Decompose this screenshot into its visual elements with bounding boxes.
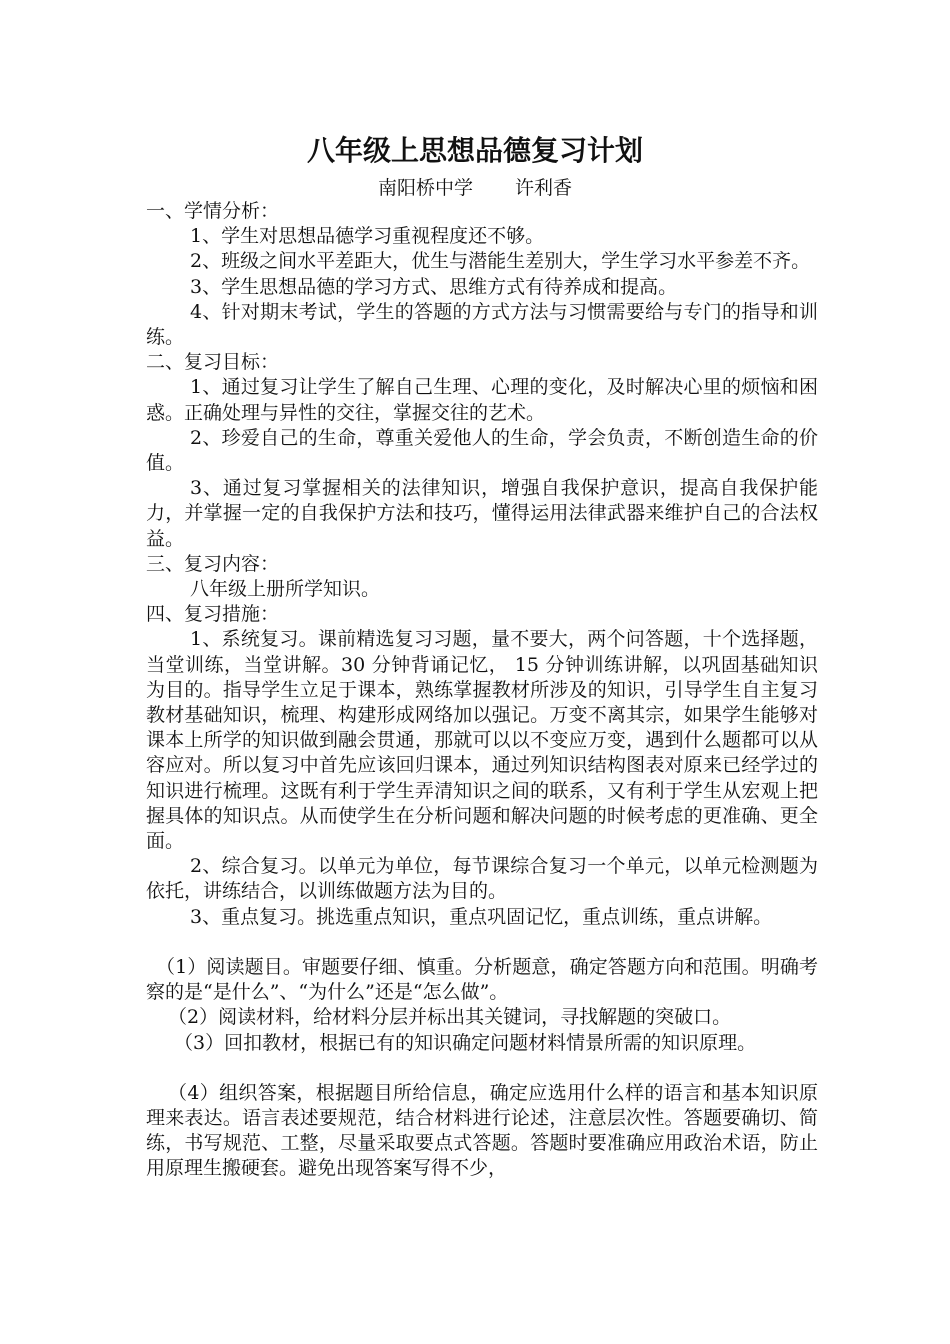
author-line [0, 175, 950, 201]
section-heading: 二、复习目标： [146, 351, 280, 374]
paragraph: 1、系统复习。课前精选复习习题，量不要大，两个问答题，十个选择题，当堂训练，当堂讲解。30 分钟背诵记忆， 15 分钟训练讲解，以巩固基础知识为目的。指导学生立足于课本，熟练掌握教材所涉及的知识，引导学生自主复习教材基础知识，梳理、构建形成网络加以强记。万变不离其宗，如果学生能够对课本上所学的知识做到融会贯通，那就可以以不变应万变，遇到什么题都可以从容应对。所以复习中首先应该回归课本，通过列知识结构图表对原来已经学过的知识进行梳理。这既有利于学生弄清知识之间的联系，又有利于学生从宏观上把握具体的知识点。从而使学生在分析问题和解决问题的时候考虑的更准确、更全面。 [146, 628, 818, 853]
paragraph: 2、综合复习。以单元为单位，每节课综合复习一个单元，以单元检测题为依托，讲练结合，以训练做题方法为目的。 [146, 855, 818, 903]
step-item: （4）组织答案，根据题目所给信息，确定应选用什么样的语言和基本知识原理来表达。语言表述要规范，结合材料进行论述，注意层次性。答题要确切、简练，书写规范、工整，尽量采取要点式答题。答题时要准确应用政治术语，防止用原理生搬硬套。避免出现答案写得不少， [146, 1081, 818, 1180]
section-heading: 四、复习措施： [146, 603, 280, 626]
document-body [146, 199, 818, 1182]
document-title: 八年级上思想品德复习计划 [306, 134, 643, 167]
section-heading: 一、学情分析： [146, 200, 280, 222]
paragraph: 4、针对期末考试，学生的答题的方式方法与习惯需要给与专门的指导和训练。 [146, 300, 818, 349]
paragraph: 1、通过复习让学生了解自己生理、心理的变化，及时解决心里的烦恼和困惑。正确处理与异性的交往，掌握交往的艺术。 [146, 376, 818, 424]
paragraph: 3、通过复习掌握相关的法律知识，增强自我保护意识，提高自我保护能力，并掌握一定的自我保护方法和技巧，懂得运用法律武器来维护自己的合法权益。 [146, 477, 818, 550]
step-item: （1）阅读题目。审题要仔细、慎重。分析题意，确定答题方向和范围。明确考察的是“是什么”、“为什么”还是“怎么做”。 [146, 955, 818, 1004]
step-item: （3）回扣教材，根据已有的知识确定问题材料情景所需的知识原理。 [174, 1031, 757, 1054]
author-name: 许利香 [515, 177, 573, 199]
paragraph: 3、学生思想品德的学习方式、思维方式有待养成和提高。 [190, 275, 678, 298]
paragraph: 2、珍爱自己的生命，尊重关爱他人的生命，学会负责，不断创造生命的价值。 [146, 426, 818, 475]
paragraph: 1、学生对思想品德学习重视程度还不够。 [190, 225, 545, 248]
paragraph: 3、重点复习。挑选重点知识，重点巩固记忆，重点训练，重点讲解。 [190, 905, 773, 928]
school-name: 南阳桥中学 [377, 177, 473, 199]
blank-line [146, 930, 818, 955]
paragraph: 2、班级之间水平差距大，优生与潜能生差别大，学生学习水平参差不齐。 [190, 250, 811, 273]
step-item: （2）阅读材料，给材料分层并标出其关键词，寻找解题的突破口。 [168, 1006, 732, 1029]
blank-line [146, 1056, 818, 1081]
paragraph: 八年级上册所学知识。 [190, 578, 381, 601]
section-heading: 三、复习内容： [146, 552, 280, 575]
